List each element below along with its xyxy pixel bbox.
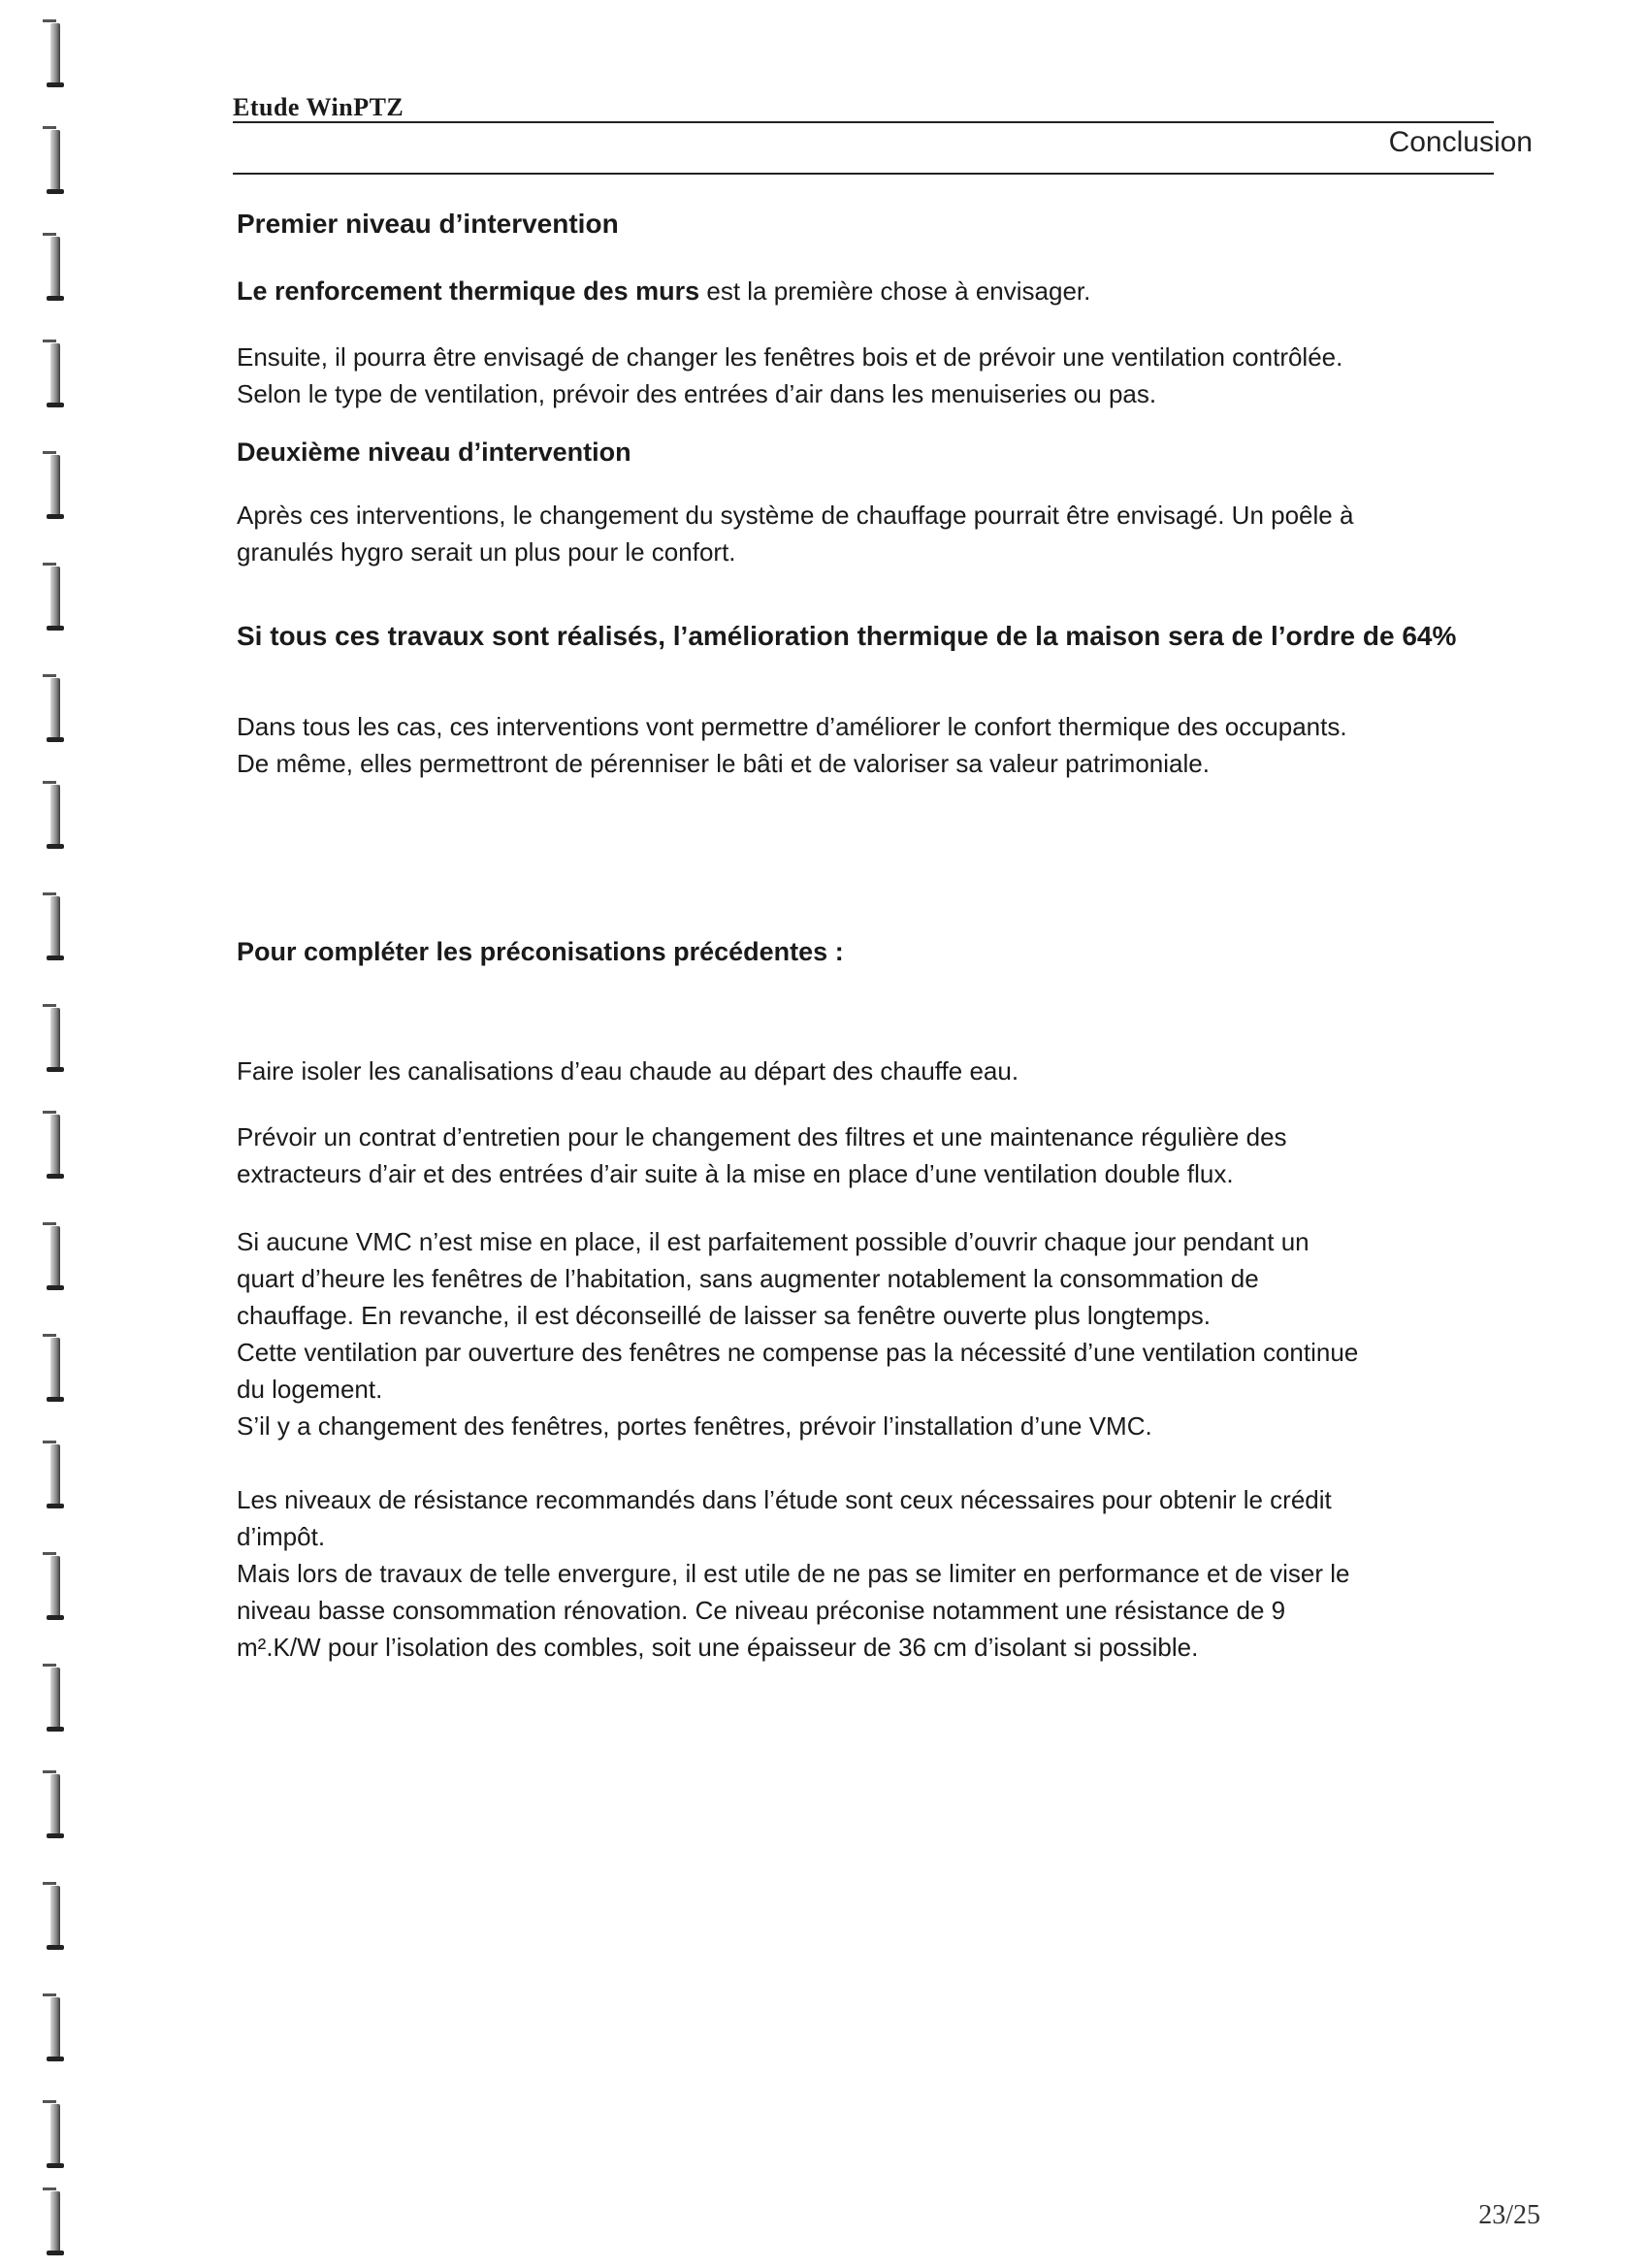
binding-ring bbox=[39, 1993, 66, 2061]
page-body bbox=[237, 199, 1536, 1666]
binding-ring bbox=[39, 1334, 66, 1402]
paragraph-resistance-3: Mais lors de travaux de telle envergure, il est utile de ne pas se limiter en performance et de viser le bbox=[237, 1559, 1350, 1588]
paragraph-contrat-2: extracteurs d’air et des entrées d’air suite à la mise en place d’une ventilation double flux. bbox=[237, 1159, 1234, 1188]
paragraph-apres-2: granulés hygro serait un plus pour le confort. bbox=[237, 537, 736, 567]
paragraph-vmc-5: du logement. bbox=[237, 1375, 383, 1404]
paragraph-vmc-6: S’il y a changement des fenêtres, portes fenêtres, prévoir l’installation d’une VMC. bbox=[237, 1411, 1152, 1441]
binding-ring bbox=[39, 1222, 66, 1290]
section-title: Conclusion bbox=[1388, 126, 1533, 158]
binding-ring bbox=[39, 126, 66, 194]
binding-ring bbox=[39, 1882, 66, 1950]
paragraph-resistance-1: Les niveaux de résistance recommandés dans l’étude sont ceux nécessaires pour obtenir le crédit bbox=[237, 1485, 1332, 1514]
binding-rings bbox=[0, 0, 78, 2268]
binding-ring bbox=[39, 19, 66, 87]
binding-ring bbox=[39, 340, 66, 407]
paragraph-confort-1: Dans tous les cas, ces interventions vont permettre d’améliorer le confort thermique des occupants. bbox=[237, 712, 1347, 741]
binding-ring bbox=[39, 1004, 66, 1072]
amelioration-statement: Si tous ces travaux sont réalisés, l’amélioration thermique de la maison sera de l’ordre de 64% bbox=[237, 621, 1457, 651]
heading-completer: Pour compléter les préconisations précédentes : bbox=[237, 937, 844, 966]
binding-ring bbox=[39, 1552, 66, 1620]
renforcement-bold: Le renforcement thermique des murs bbox=[237, 276, 700, 306]
binding-ring bbox=[39, 451, 66, 519]
paragraph-selon: Selon le type de ventilation, prévoir des entrées d’air dans les menuiseries ou pas. bbox=[237, 379, 1157, 408]
page-number: 23/25 bbox=[1478, 2200, 1540, 2230]
binding-ring bbox=[39, 2187, 66, 2255]
binding-ring bbox=[39, 563, 66, 631]
paragraph-vmc-2: quart d’heure les fenêtres de l’habitation, sans augmenter notablement la consommation de bbox=[237, 1264, 1259, 1293]
header-rule-bottom bbox=[233, 173, 1494, 175]
renforcement-rest: est la première chose à envisager. bbox=[699, 276, 1091, 306]
binding-ring bbox=[39, 1111, 66, 1179]
paragraph-ensuite: Ensuite, il pourra être envisagé de changer les fenêtres bois et de prévoir une ventilation contrôlée. bbox=[237, 342, 1343, 372]
paragraph-resistance-2: d’impôt. bbox=[237, 1522, 326, 1551]
paragraph-vmc-4: Cette ventilation par ouverture des fenêtres ne compense pas la nécessité d’une ventilation continue bbox=[237, 1338, 1359, 1367]
binding-ring bbox=[39, 892, 66, 960]
paragraph-vmc-1: Si aucune VMC n’est mise en place, il est parfaitement possible d’ouvrir chaque jour pendant un bbox=[237, 1227, 1310, 1256]
paragraph-resistance-5: m².K/W pour l’isolation des combles, soit une épaisseur de 36 cm d’isolant si possible. bbox=[237, 1633, 1199, 1662]
paragraph-vmc-3: chauffage. En revanche, il est déconseillé de laisser sa fenêtre ouverte plus longtemps. bbox=[237, 1301, 1212, 1330]
paragraph-confort-2: De même, elles permettront de pérenniser le bâti et de valoriser sa valeur patrimoniale. bbox=[237, 749, 1210, 778]
paragraph-renforcement bbox=[237, 273, 1536, 309]
paragraph-contrat-1: Prévoir un contrat d’entretien pour le changement des filtres et une maintenance régulière des bbox=[237, 1122, 1287, 1151]
heading-premier-niveau: Premier niveau d’intervention bbox=[237, 209, 619, 239]
binding-ring bbox=[39, 781, 66, 849]
paragraph-resistance-4: niveau basse consommation rénovation. Ce niveau préconise notamment une résistance de 9 bbox=[237, 1596, 1286, 1625]
binding-ring bbox=[39, 674, 66, 742]
binding-ring bbox=[39, 1664, 66, 1732]
heading-deuxieme-niveau: Deuxième niveau d’intervention bbox=[237, 437, 631, 467]
paragraph-apres-1: Après ces interventions, le changement du système de chauffage pourrait être envisagé. Un poêle à bbox=[237, 501, 1354, 530]
document-title: Etude WinPTZ bbox=[233, 93, 404, 121]
binding-ring bbox=[39, 1441, 66, 1508]
binding-ring bbox=[39, 2100, 66, 2168]
binding-ring bbox=[39, 1770, 66, 1838]
paragraph-canalisations: Faire isoler les canalisations d’eau chaude au départ des chauffe eau. bbox=[237, 1056, 1019, 1085]
binding-ring bbox=[39, 233, 66, 301]
header-rule-top bbox=[233, 121, 1494, 123]
